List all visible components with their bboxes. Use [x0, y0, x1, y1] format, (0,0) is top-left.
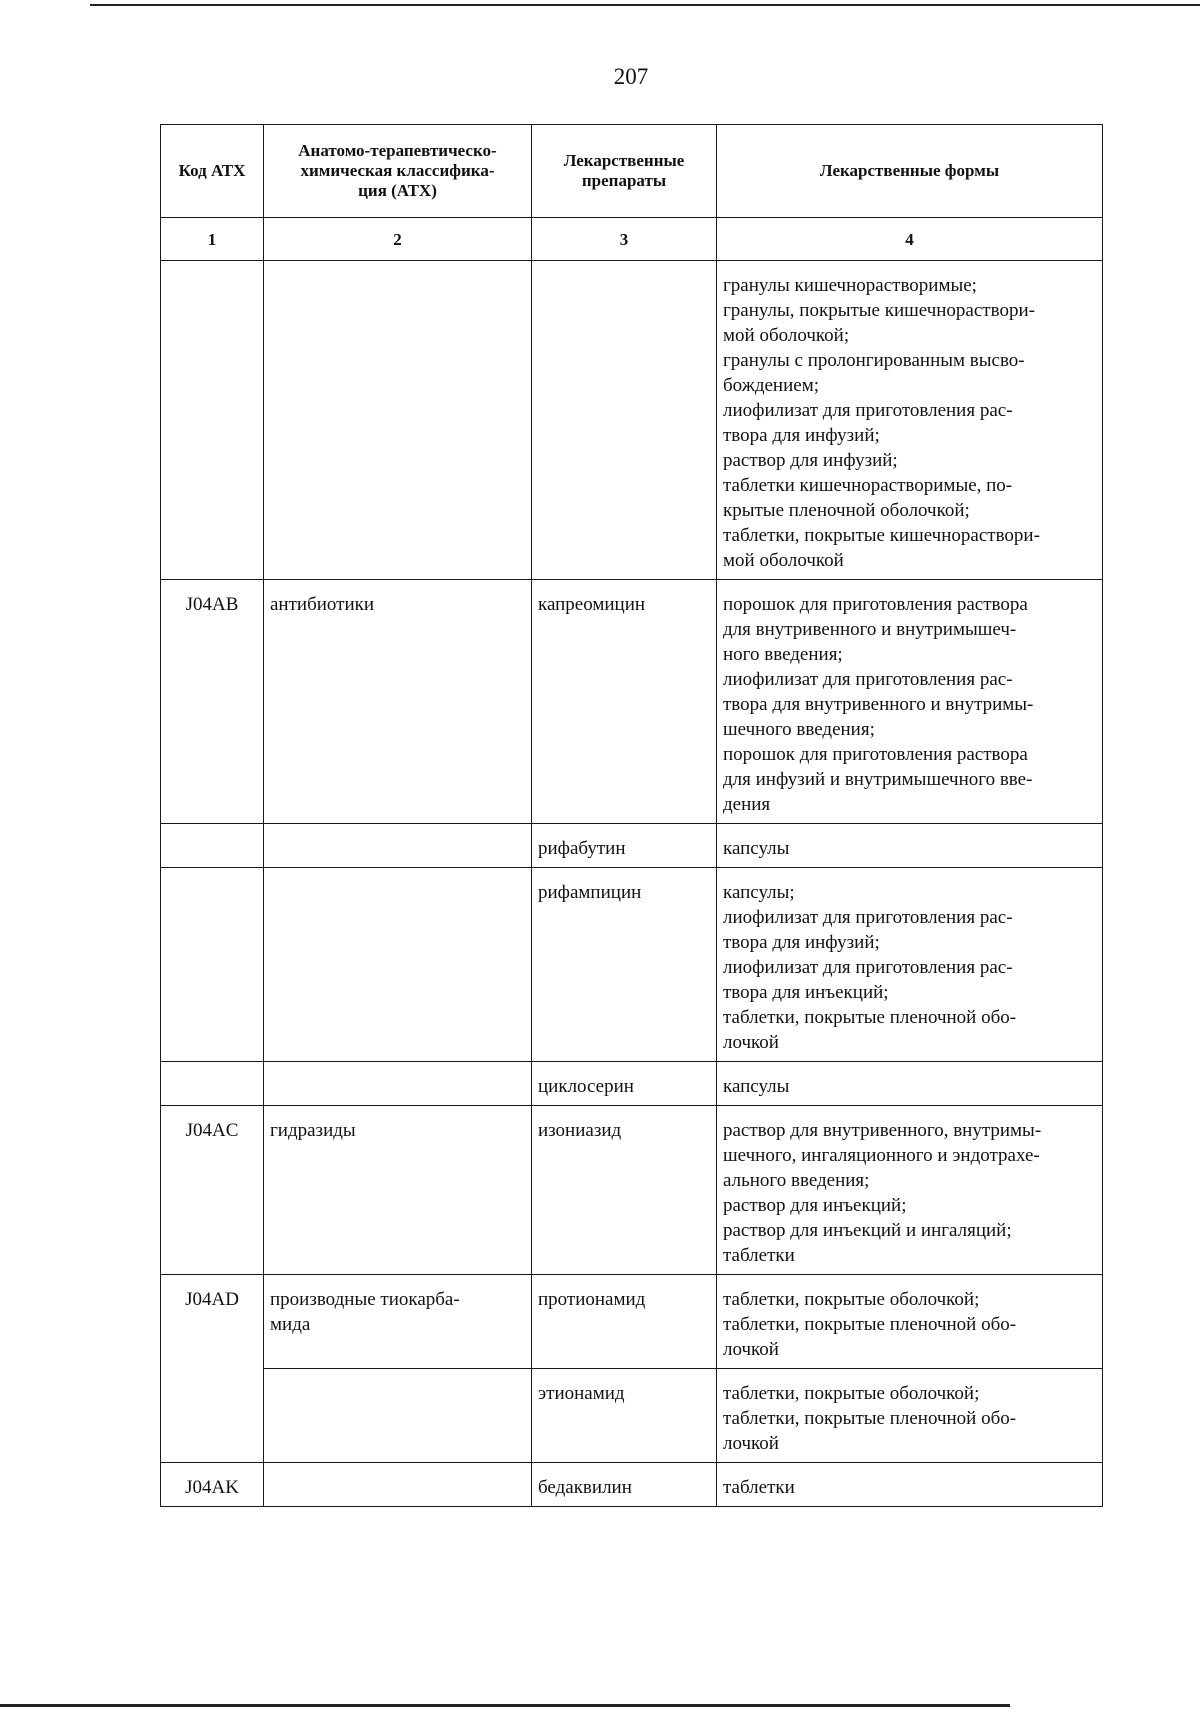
atx-classification-cell	[264, 1463, 532, 1507]
dosage-form-line: раствор для внутривенного, внутримы-	[723, 1120, 1042, 1141]
dosage-form-line: ного введения;	[723, 644, 843, 665]
drug-name-cell: бедаквилин	[532, 1463, 717, 1507]
dosage-forms-cell	[717, 580, 1103, 824]
dosage-form-line: лиофилизат для приготовления рас-	[723, 957, 1013, 978]
dosage-form-line: для инфузий и внутримышечного вве-	[723, 769, 1033, 790]
atx-classification-cell	[264, 1369, 532, 1463]
table-row	[161, 261, 1103, 580]
dosage-form-line: шечного введения;	[723, 719, 875, 740]
dosage-form-line: гранулы, покрытые кишечнораствори-	[723, 300, 1035, 321]
dosage-form-line: капсулы	[723, 838, 790, 859]
dosage-forms-cell	[717, 868, 1103, 1062]
atx-classification-cell	[264, 261, 532, 580]
table-row	[161, 1275, 1103, 1369]
table-row	[161, 824, 1103, 868]
atx-classification-line: производные тиокарба-	[270, 1289, 460, 1310]
table-row	[161, 1369, 1103, 1463]
dosage-form-line: таблетки, покрытые пленочной обо-	[723, 1314, 1017, 1335]
drug-name-cell: рифабутин	[532, 824, 717, 868]
dosage-form-line: гранулы кишечнорастворимые;	[723, 275, 977, 296]
dosage-form-line: таблетки, покрытые оболочкой;	[723, 1383, 980, 1404]
atx-code-cell: J04AC	[161, 1106, 264, 1275]
dosage-form-line: крытые пленочной оболочкой;	[723, 500, 970, 521]
atx-classification-cell	[264, 824, 532, 868]
dosage-form-line: таблетки	[723, 1477, 795, 1498]
dosage-forms-cell	[717, 1275, 1103, 1369]
atx-code-cell	[161, 261, 264, 580]
dosage-form-line: таблетки кишечнорастворимые, по-	[723, 475, 1013, 496]
dosage-form-line: лиофилизат для приготовления рас-	[723, 907, 1013, 928]
dosage-form-line: раствор для инъекций;	[723, 1195, 907, 1216]
dosage-form-line: дения	[723, 794, 771, 815]
dosage-form-line: лочкой	[723, 1339, 779, 1360]
drug-name-cell: изониазид	[532, 1106, 717, 1275]
bottom-scan-rule	[0, 1704, 1010, 1707]
table-row	[161, 1106, 1103, 1275]
dosage-form-line: раствор для инфузий;	[723, 450, 898, 471]
atx-classification-line: мида	[270, 1314, 311, 1335]
column-number: 4	[717, 218, 1103, 261]
dosage-form-line: таблетки, покрытые кишечнораствори-	[723, 525, 1040, 546]
table-row	[161, 580, 1103, 824]
dosage-form-line: твора для внутривенного и внутримы-	[723, 694, 1034, 715]
header-line: препараты	[581, 171, 667, 190]
dosage-form-line: мой оболочкой	[723, 550, 844, 571]
atx-classification-cell	[264, 1062, 532, 1106]
dosage-form-line: мой оболочкой;	[723, 325, 850, 346]
atx-code-cell: J04AK	[161, 1463, 264, 1507]
atx-classification-cell	[264, 868, 532, 1062]
dosage-form-line: гранулы с пролонгированным высво-	[723, 350, 1025, 371]
dosage-form-line: порошок для приготовления раствора	[723, 594, 1028, 615]
dosage-form-line: капсулы	[723, 1076, 790, 1097]
dosage-form-line: раствор для инъекций и ингаляций;	[723, 1220, 1012, 1241]
header-row	[161, 125, 1103, 218]
table-header	[161, 125, 1103, 261]
atx-classification-line: антибиотики	[270, 594, 375, 615]
dosage-form-line: шечного, ингаляционного и эндотрахе-	[723, 1145, 1040, 1166]
atx-code-cell: J04AD	[161, 1275, 264, 1463]
header-drugs	[532, 125, 717, 218]
header-atx-code: Код АТХ	[161, 125, 264, 218]
header-line: химическая классифика-	[300, 161, 495, 180]
atx-code-cell	[161, 1062, 264, 1106]
dosage-forms-cell	[717, 1463, 1103, 1507]
column-number: 2	[264, 218, 532, 261]
table-row	[161, 1463, 1103, 1507]
dosage-form-line: таблетки, покрытые оболочкой;	[723, 1289, 980, 1310]
atx-classification-cell	[264, 1106, 532, 1275]
drug-name-cell: капреомицин	[532, 580, 717, 824]
dosage-form-line: ального введения;	[723, 1170, 870, 1191]
dosage-form-line: таблетки, покрытые пленочной обо-	[723, 1408, 1017, 1429]
atx-code-cell	[161, 824, 264, 868]
dosage-form-line: для внутривенного и внутримышеч-	[723, 619, 1017, 640]
drug-name-cell: этионамид	[532, 1369, 717, 1463]
dosage-form-line: таблетки, покрытые пленочной обо-	[723, 1007, 1017, 1028]
drug-name-cell: рифампицин	[532, 868, 717, 1062]
dosage-form-line: лиофилизат для приготовления рас-	[723, 669, 1013, 690]
header-atx-classification	[264, 125, 532, 218]
table-row	[161, 1062, 1103, 1106]
dosage-form-line: твора для инъекций;	[723, 982, 889, 1003]
dosage-forms-cell	[717, 1106, 1103, 1275]
page-number: 207	[613, 64, 649, 89]
drug-name-cell: протионамид	[532, 1275, 717, 1369]
column-number: 1	[161, 218, 264, 261]
atx-classification-line: гидразиды	[270, 1120, 356, 1141]
header-line: Анатомо-терапевтическо-	[298, 141, 497, 160]
atx-classification-cell	[264, 1275, 532, 1369]
atx-classification-cell	[264, 580, 532, 824]
drug-name-cell: циклосерин	[532, 1062, 717, 1106]
dosage-form-line: порошок для приготовления раствора	[723, 744, 1028, 765]
dosage-form-line: таблетки	[723, 1245, 795, 1266]
atx-table	[160, 124, 1103, 1507]
dosage-form-line: твора для инфузий;	[723, 425, 880, 446]
dosage-forms-cell	[717, 824, 1103, 868]
top-scan-rule	[90, 4, 1200, 6]
dosage-form-line: капсулы;	[723, 882, 795, 903]
header-line: Лекарственные	[563, 151, 685, 170]
dosage-forms-cell	[717, 1062, 1103, 1106]
drug-name-cell	[532, 261, 717, 580]
dosage-forms-cell	[717, 261, 1103, 580]
atx-code-cell	[161, 868, 264, 1062]
table-row	[161, 868, 1103, 1062]
dosage-form-line: лиофилизат для приготовления рас-	[723, 400, 1013, 421]
dosage-form-line: лочкой	[723, 1433, 779, 1454]
dosage-form-line: твора для инфузий;	[723, 932, 880, 953]
dosage-form-line: лочкой	[723, 1032, 779, 1053]
column-number-row	[161, 218, 1103, 261]
table-body	[161, 261, 1103, 1507]
dosage-forms-cell	[717, 1369, 1103, 1463]
header-line: ция (АТХ)	[358, 181, 437, 200]
atx-code-cell: J04AB	[161, 580, 264, 824]
column-number: 3	[532, 218, 717, 261]
header-dosage-forms: Лекарственные формы	[717, 125, 1103, 218]
dosage-form-line: бождением;	[723, 375, 819, 396]
